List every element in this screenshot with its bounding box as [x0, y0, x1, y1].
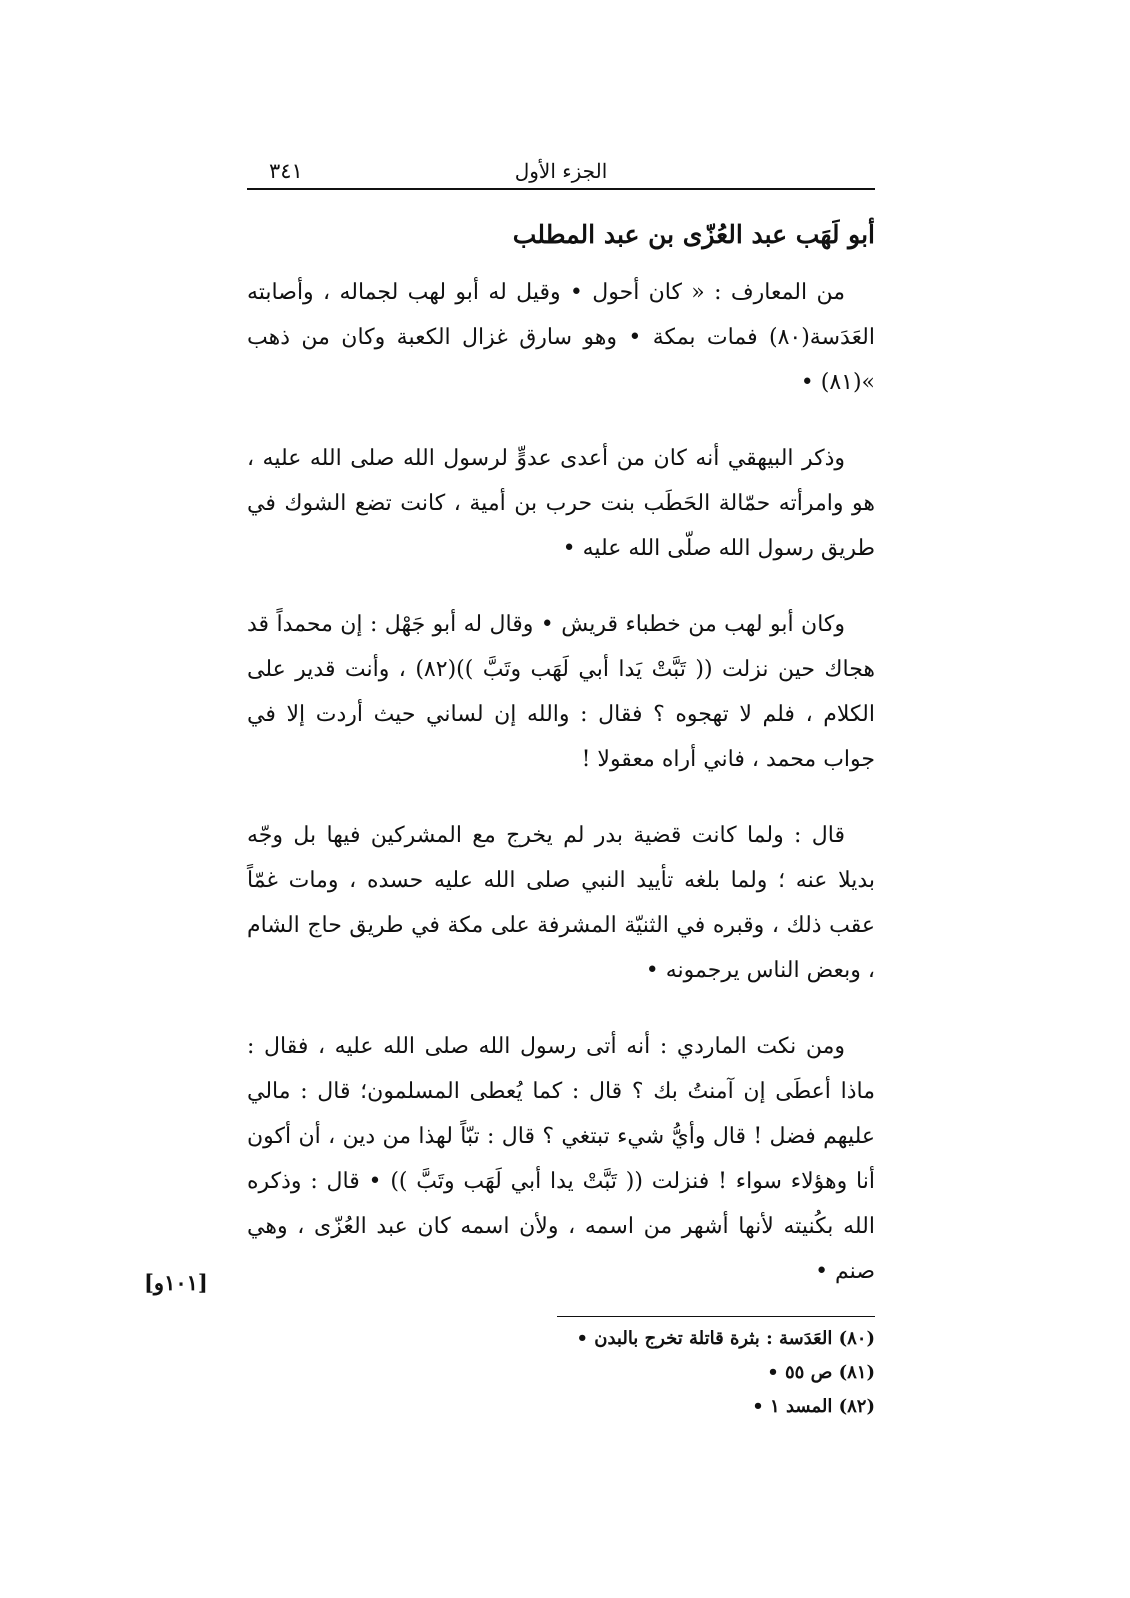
- footnote-divider: [557, 1316, 875, 1317]
- folio-margin-note: [١٠١و]: [144, 1270, 208, 1295]
- page-header: [247, 158, 875, 190]
- footnotes: [457, 1322, 875, 1424]
- footnote: (٨٢) المسد ١ •: [752, 1396, 875, 1417]
- paragraph: وكان أبو لهب من خطباء قريش • وقال له أبو جَهْل : إن محمداً قد هجاك حين نزلت (( تَبَّتْ يَدا أبي لَهَب وتَبَّ ))(٨٢) ، وأنت قدير على الكلام ، فلم لا تهجوه ؟ فقال : والله إن لساني حيث أردت إلا في جواب محمد ، فاني أراه معقولا !: [247, 612, 875, 772]
- section-title: أبو لَهَب عبد العُزّى بن عبد المطلب: [512, 220, 875, 249]
- paragraph: قال : ولما كانت قضية بدر لم يخرج مع المشركين فيها بل وجّه بديلا عنه ؛ ولما بلغه تأييد النبي صلى الله عليه حسده ، ومات غمّاً عقب ذلك ، وقبره في الثنيّة المشرفة على مكة في طريق حاج الشام ، وبعض الناس يرجمونه •: [247, 823, 875, 983]
- running-title: الجزء الأول: [514, 159, 608, 183]
- page-number: ٣٤١: [269, 159, 303, 183]
- footnote: (٨١) ص ٥٥ •: [767, 1362, 875, 1383]
- paragraph: وذكر البيهقي أنه كان من أعدى عدوٍّ لرسول الله صلى الله عليه ، هو وامرأته حمّالة الحَطَب بنت حرب بن أمية ، كانت تضع الشوك في طريق رسول الله صلّى الله عليه •: [247, 446, 875, 561]
- paragraph: من المعارف : « كان أحول • وقيل له أبو لهب لجماله ، وأصابته العَدَسة(٨٠) فمات بمكة • وهو سارق غزال الكعبة وكان من ذهب »(٨١) •: [247, 280, 875, 395]
- body-text: [247, 270, 875, 1325]
- footnote: (٨٠) العَدَسة : بثرة قاتلة تخرج بالبدن •: [576, 1328, 875, 1349]
- paragraph: ومن نكت الماردي : أنه أتى رسول الله صلى الله عليه ، فقال : ماذا أعطَى إن آمنتُ بك ؟ قال : كما يُعطى المسلمون؛ قال : مالي عليهم فضل ! قال وأيُّ شيء تبتغي ؟ قال : تبّاً لهذا من دين ، أن أكون أنا وهؤلاء سواء ! فنزلت (( تَبَّتْ يدا أبي لَهَب وتَبَّ )) • قال : وذكره الله بكُنيته لأنها أشهر من اسمه ، ولأن اسمه كان عبد العُزّى ، وهي صنم •: [247, 1034, 875, 1284]
